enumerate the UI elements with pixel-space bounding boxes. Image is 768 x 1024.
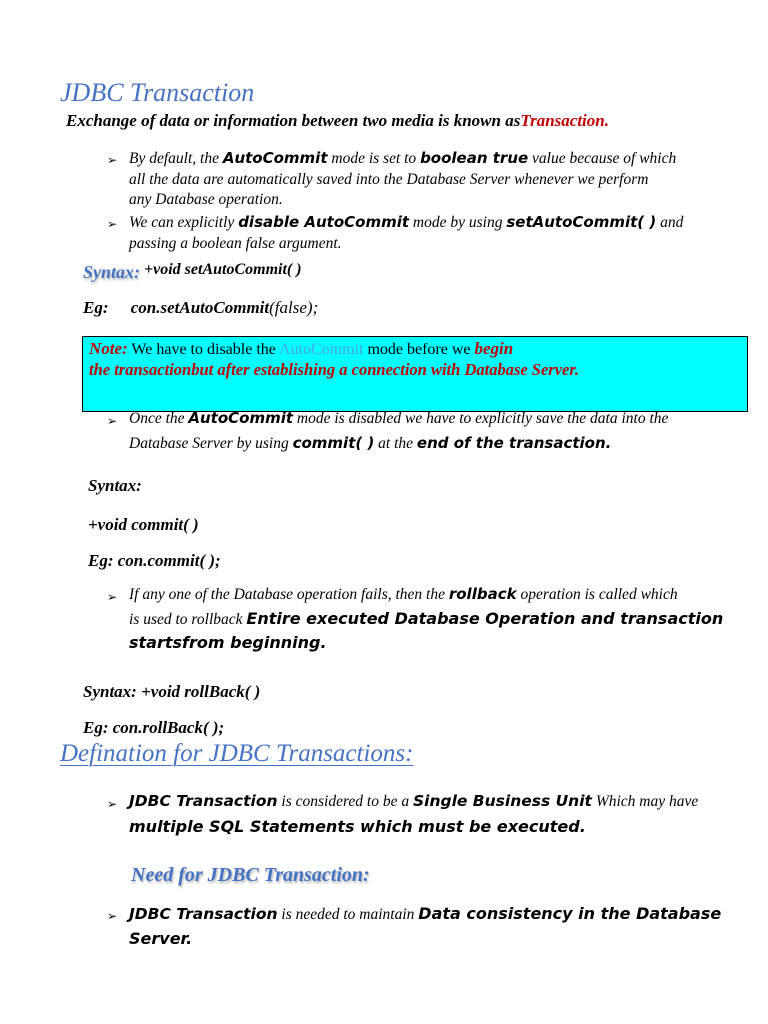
keyword: AutoCommit <box>222 149 328 167</box>
text: and <box>656 214 684 231</box>
keyword: AutoCommit <box>188 409 294 427</box>
text: If any one of the Database operation fails, then the <box>129 586 449 603</box>
example3: Eg: con.rollBack( ); <box>83 718 225 737</box>
keyword: end of the transaction. <box>416 434 612 452</box>
keyword: disable AutoCommit <box>238 213 410 231</box>
intro-line <box>66 111 609 131</box>
syntax-code: +void setAutoCommit( ) <box>144 261 302 278</box>
example2: Eg: con.commit( ); <box>88 551 221 570</box>
bullet3-line1 <box>129 409 668 428</box>
bullet-arrow-icon: ➢ <box>107 153 118 167</box>
text: mode by using <box>409 214 507 231</box>
page-title: JDBC Transaction <box>60 78 255 107</box>
keyword: JDBC Transaction <box>129 792 278 810</box>
eg-arg: (false); <box>269 298 319 317</box>
bullet1-line3: any Database operation. <box>129 191 283 208</box>
bullet-arrow-icon: ➢ <box>107 797 118 811</box>
text: Database Server by using <box>129 435 293 452</box>
text: mode before we <box>363 341 475 358</box>
text: mode is disabled we have to explicitly save the data into the <box>293 410 669 427</box>
syntax2-label: Syntax: <box>88 476 142 495</box>
bullet3-line2 <box>129 434 611 453</box>
bullet4-line3 <box>129 633 327 653</box>
bullet-arrow-icon: ➢ <box>107 414 118 428</box>
bullet2-line2: passing a boolean false argument. <box>129 235 342 252</box>
keyword: multiple SQL Statements which must be executed. <box>129 817 586 836</box>
syntax1 <box>83 262 302 283</box>
text: By default, the <box>129 150 223 167</box>
bullet4-line1 <box>129 585 678 604</box>
keyword: setAutoCommit( ) <box>506 213 657 231</box>
note-line2: the transactionbut after establishing a connection with Database Server. <box>89 360 580 379</box>
bullet1-line2: all the data are automatically saved into the Database Server whenever we perform <box>129 171 649 188</box>
keyword: boolean true <box>420 149 529 167</box>
note-begin: begin <box>474 339 514 358</box>
text: operation is called which <box>516 586 678 603</box>
bullet2-line1 <box>129 213 683 232</box>
bullet5-line1 <box>129 792 698 811</box>
bullet6-line1 <box>129 904 721 924</box>
text: is needed to maintain <box>277 906 419 923</box>
text: is used to rollback <box>129 611 247 628</box>
text: We have to disable the <box>127 341 279 358</box>
bullet5-line2 <box>129 817 586 837</box>
intro-highlight: Transaction. <box>520 111 609 130</box>
note-keyword: AutoCommit <box>278 341 364 358</box>
bullet1-line1 <box>129 149 676 168</box>
syntax3-code: Syntax: +void rollBack( ) <box>83 682 261 701</box>
syntax-label: Syntax: <box>83 262 141 282</box>
bullet4-line2 <box>129 609 723 629</box>
keyword: Server. <box>129 929 193 948</box>
example1 <box>83 298 318 318</box>
note-label: Note: <box>89 339 128 358</box>
keyword: startsfrom beginning. <box>129 633 327 652</box>
eg-code: con.setAutoCommit <box>130 298 270 317</box>
text: mode is set to <box>327 150 421 167</box>
syntax2-code: +void commit( ) <box>88 515 199 534</box>
need-heading: Need for JDBC Transaction: <box>131 864 370 886</box>
text: Once the <box>129 410 189 427</box>
text: at the <box>374 435 417 452</box>
bullet-arrow-icon: ➢ <box>107 590 118 604</box>
note-line1 <box>89 339 513 359</box>
keyword: rollback <box>448 585 517 603</box>
bullet6-line2 <box>129 929 192 949</box>
text: is considered to be a <box>277 793 413 810</box>
definition-heading: Defination for JDBC Transactions: <box>60 740 414 767</box>
bullet-arrow-icon: ➢ <box>107 909 118 923</box>
keyword: Entire executed Database Operation and transaction <box>246 609 724 628</box>
text: We can explicitly <box>129 214 239 231</box>
text: value because of which <box>528 150 677 167</box>
eg-label: Eg: <box>83 298 109 317</box>
keyword: Single Business Unit <box>412 792 592 810</box>
text: Which may have <box>591 793 699 810</box>
intro-text: Exchange of data or information between two media is known as <box>66 111 521 130</box>
keyword: commit( ) <box>292 434 375 452</box>
keyword: Data consistency in the Database <box>418 904 722 923</box>
keyword: JDBC Transaction <box>129 905 278 923</box>
bullet-arrow-icon: ➢ <box>107 217 118 231</box>
